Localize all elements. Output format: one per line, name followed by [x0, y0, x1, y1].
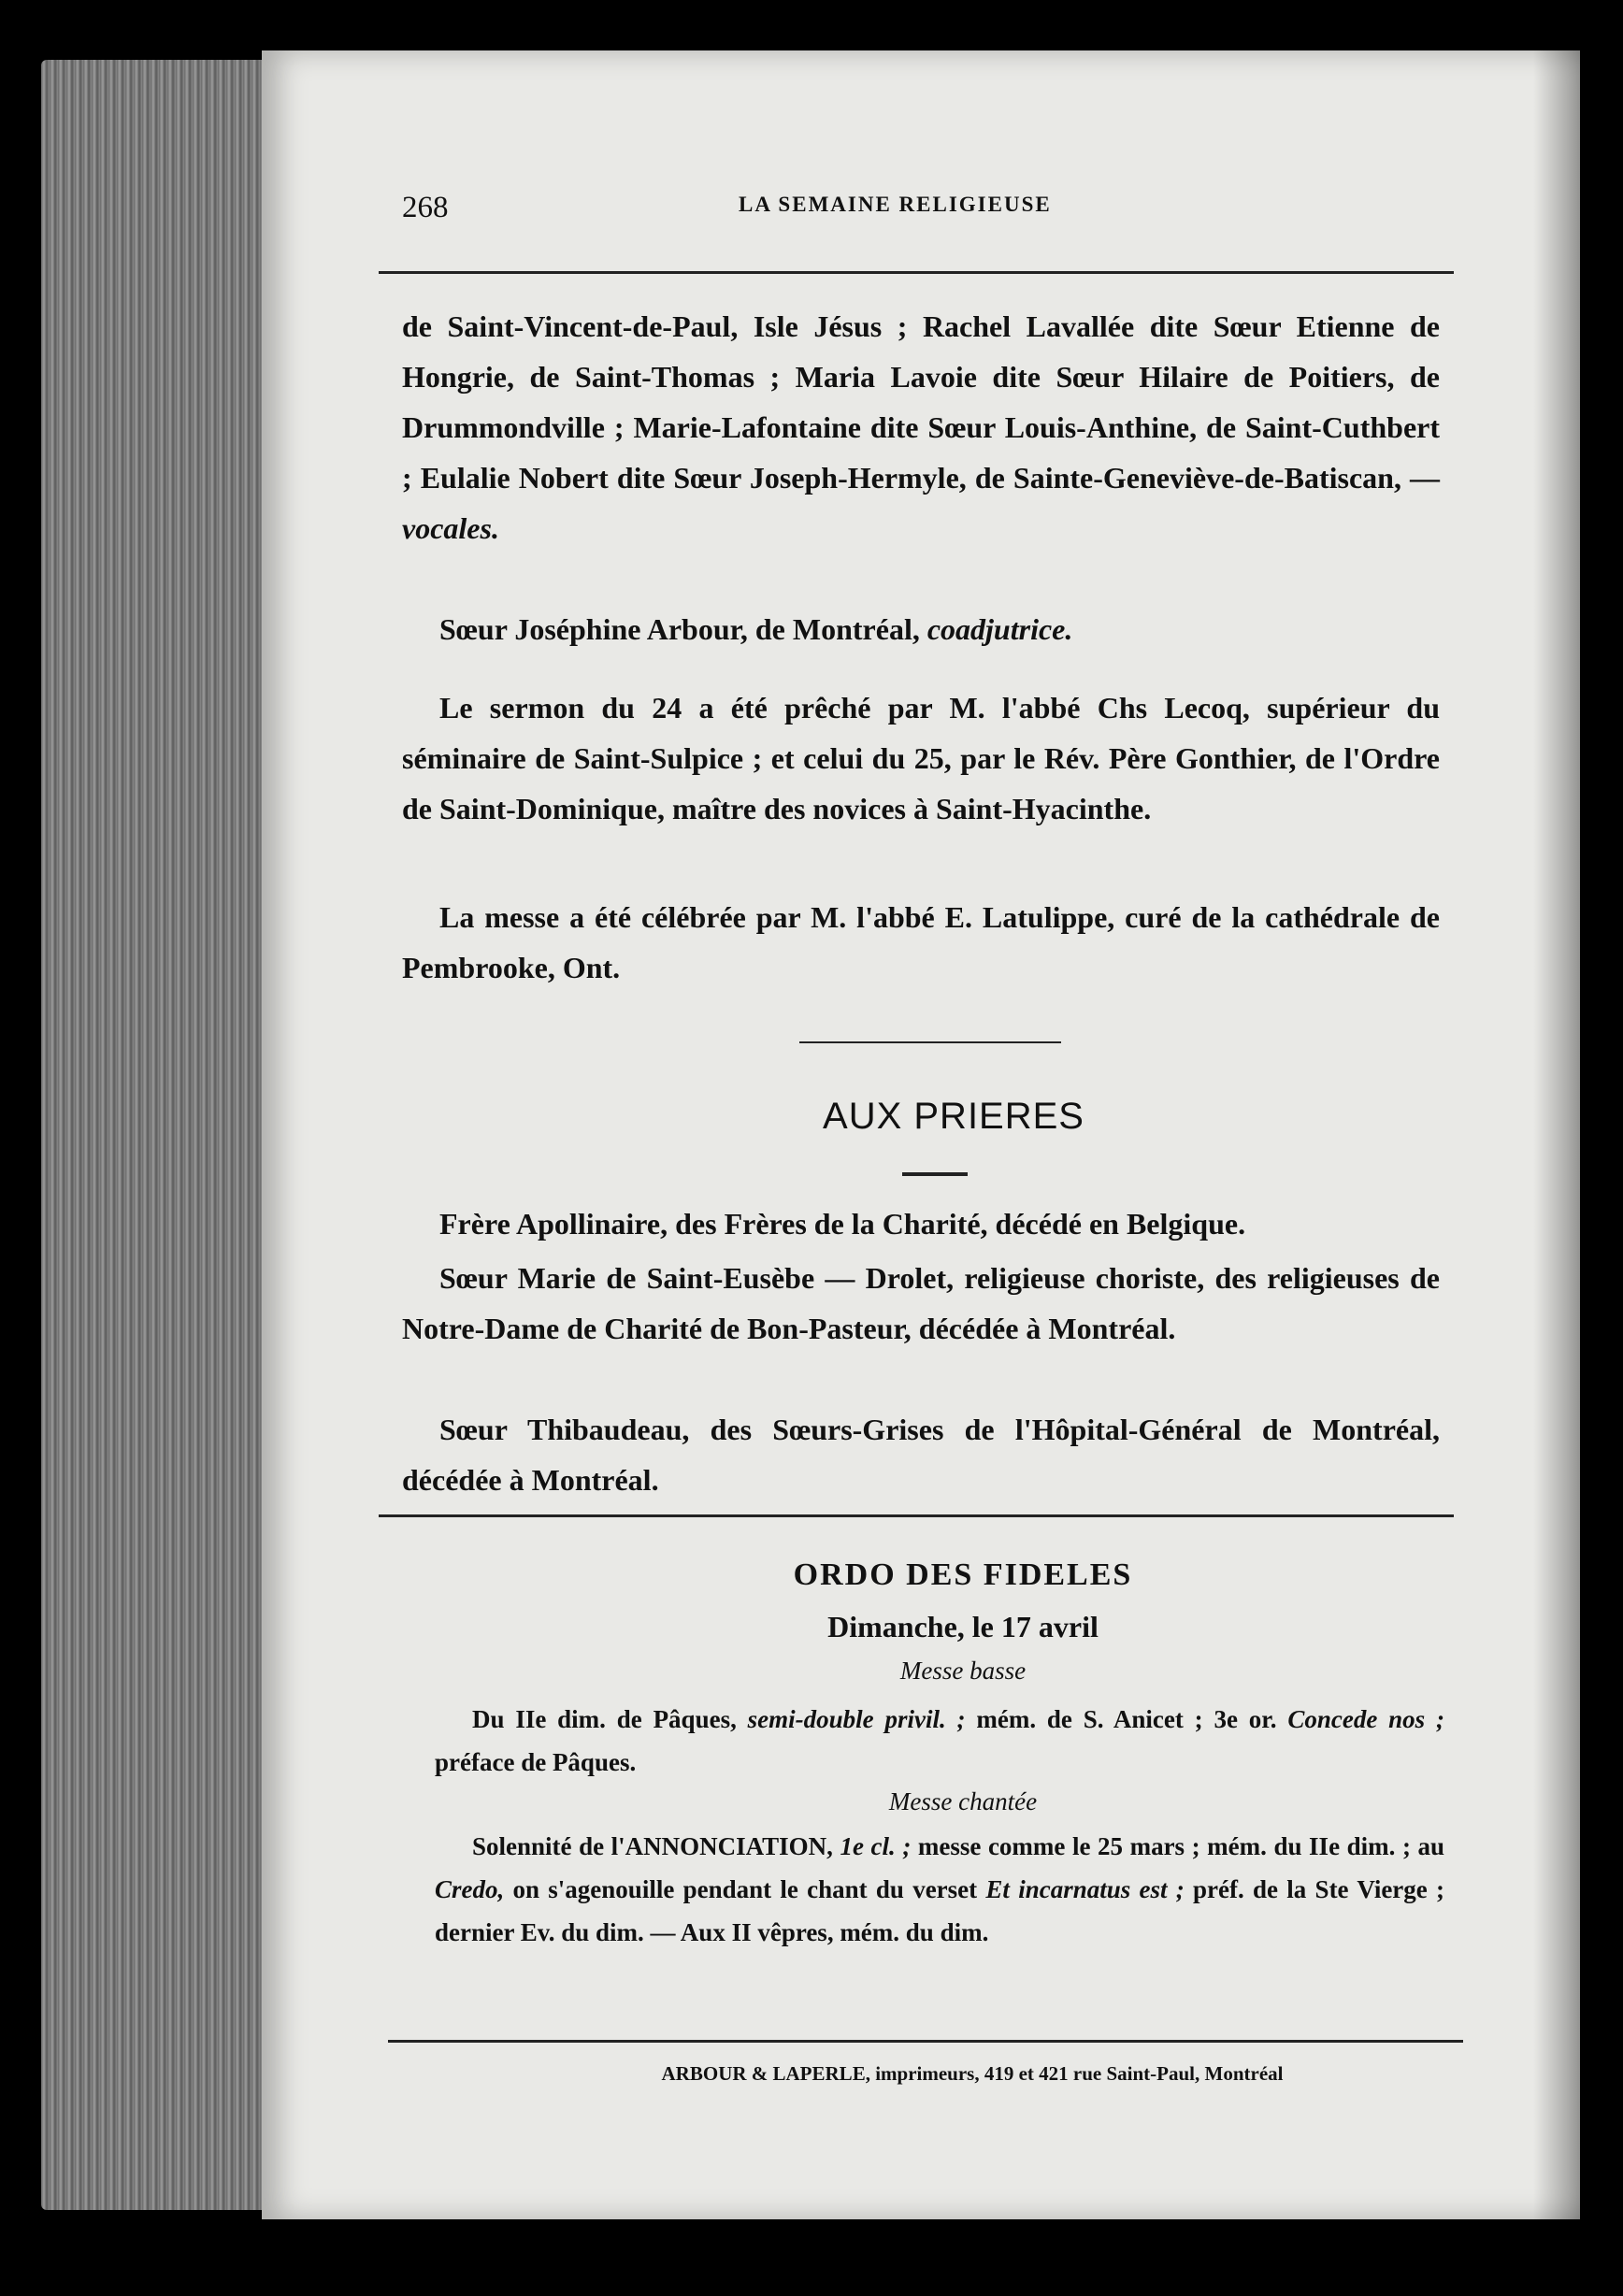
- vocales-text: de Saint-Vincent-de-Paul, Isle Jésus ; Rachel Lavallée dite Sœur Etienne de Hongrie, de Saint-Thomas ; Maria Lavoie dite Sœur Hilaire de Poitiers, de Drummondville ; Marie-Lafontaine dite Sœur Louis-Anthine, de Saint-Cuthbert ; Eulalie Nobert dite Sœur Joseph-Hermyle, de Sainte-Geneviève-de-Batiscan, —: [402, 309, 1440, 495]
- section-title-prieres: AUX PRIERES: [823, 1096, 1084, 1137]
- priere-item-2: Sœur Marie de Saint-Eusèbe — Drolet, religieuse choriste, des religieuses de Notre-Dame de Charité de Bon-Pasteur, décédée à Montréal.: [402, 1261, 1440, 1345]
- paragraph-coadjutrice: [402, 604, 1440, 654]
- ordo-title: ORDO DES FIDELES: [793, 1557, 1133, 1592]
- priere-item-3: Sœur Thibaudeau, des Sœurs-Grises de l'Hôpital-Général de Montréal, décédée à Montréal.: [402, 1413, 1440, 1497]
- messe-chantee-text: [435, 1825, 1444, 1954]
- section-divider: [799, 1041, 1061, 1043]
- basse-part-e: préface de Pâques.: [435, 1748, 637, 1776]
- messe-basse-heading: Messe basse: [899, 1657, 1027, 1685]
- coadjutrice-italic: coadjutrice.: [926, 612, 1073, 646]
- basse-part-a: Du IIe dim. de Pâques,: [472, 1705, 737, 1733]
- chantee-part-d: Credo,: [435, 1875, 505, 1903]
- basse-part-d: Concede nos ;: [1287, 1705, 1444, 1733]
- vocales-italic: vocales.: [402, 511, 499, 545]
- coadjutrice-text: Sœur Joséphine Arbour, de Montréal,: [439, 612, 920, 646]
- running-title: LA SEMAINE RELIGIEUSE: [739, 193, 1052, 216]
- page-shadow: [1533, 50, 1580, 2219]
- ordo-rule: [379, 1514, 1454, 1517]
- chantee-part-a: Solennité de l'ANNONCIATION,: [472, 1832, 833, 1860]
- chantee-part-f: Et incarnatus est ;: [985, 1875, 1185, 1903]
- paragraph-sermon: Le sermon du 24 a été prêché par M. l'abbé Chs Lecoq, supérieur du séminaire de Saint-Sulpice ; et celui du 25, par le Rév. Père Gonthier, de l'Ordre de Saint-Dominique, maître des novices à Saint-Hyacinthe.: [402, 691, 1440, 825]
- book-page: [262, 50, 1580, 2219]
- paragraph-messe: La messe a été célébrée par M. l'abbé E. Latulippe, curé de la cathédrale de Pembrooke, Ont.: [402, 900, 1440, 984]
- messe-chantee-heading: Messe chantée: [888, 1787, 1038, 1815]
- book-page-edges: [41, 60, 284, 2210]
- ordo-date: Dimanche, le 17 avril: [827, 1610, 1099, 1643]
- header-rule: [379, 271, 1454, 274]
- footer-rule: [388, 2040, 1463, 2043]
- chantee-part-b: 1e cl. ;: [840, 1832, 912, 1860]
- chantee-part-g: préf. de la Ste Vierge ; dernier Ev. du dim. — Aux II vêpres, mém. du dim.: [435, 1875, 1445, 1946]
- title-underline: [902, 1172, 968, 1176]
- paragraph-vocales: [402, 301, 1440, 553]
- chantee-part-c: messe comme le 25 mars ; mém. du IIe dim. ; au: [917, 1832, 1445, 1860]
- basse-part-b: semi-double privil. ;: [747, 1705, 966, 1733]
- page-number: 268: [402, 191, 449, 224]
- basse-part-c: mém. de S. Anicet ; 3e or.: [976, 1705, 1277, 1733]
- priere-item-1: Frère Apollinaire, des Frères de la Charité, décédé en Belgique.: [439, 1207, 1246, 1241]
- printer-footer: ARBOUR & LAPERLE, imprimeurs, 419 et 421 rue Saint-Paul, Montréal: [661, 2062, 1284, 2085]
- chantee-part-e: on s'agenouille pendant le chant du verset: [512, 1875, 978, 1903]
- messe-basse-text: [435, 1698, 1444, 1784]
